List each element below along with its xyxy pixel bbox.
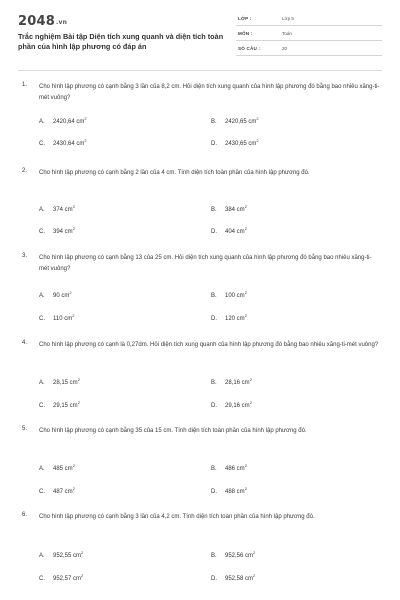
option-label: D. xyxy=(211,316,217,322)
option-value: 384 cm xyxy=(225,207,245,213)
question-number: 4. xyxy=(22,340,28,346)
question-text: Cho hình lập phương có cạnh bằng 2 lần của 4 cm. Tính diện tích toàn phần của hình lập phương đó. xyxy=(39,170,310,176)
option-a[interactable] xyxy=(39,204,75,213)
document-title: Trắc nghiệm Bài tập Diện tích xung quanh và diện tích toàn phần của hình lập phương có đáp án xyxy=(18,32,224,51)
site-logo[interactable] xyxy=(18,14,67,29)
option-label: C. xyxy=(39,576,45,582)
unit-superscript: 2 xyxy=(77,400,80,405)
option-label: C. xyxy=(39,229,45,235)
logo-text: 2048 xyxy=(18,14,55,29)
unit-superscript: 2 xyxy=(244,290,247,295)
option-value: 110 cm xyxy=(53,316,73,322)
meta-value: Lớp 5 xyxy=(282,16,294,21)
meta-key: MÔN : xyxy=(238,31,253,36)
option-c[interactable] xyxy=(39,313,74,322)
unit-superscript: 2 xyxy=(72,463,75,468)
option-d[interactable] xyxy=(211,573,255,582)
unit-superscript: 2 xyxy=(81,550,84,555)
option-c[interactable] xyxy=(39,573,83,582)
unit-superscript: 2 xyxy=(249,400,252,405)
option-value: 120 cm xyxy=(225,316,245,322)
option-value: 374 cm xyxy=(53,207,73,213)
option-a[interactable] xyxy=(39,290,72,299)
option-label: D. xyxy=(211,489,217,495)
option-value: 952,56 cm xyxy=(225,553,254,559)
meta-row-question-count xyxy=(236,44,382,56)
option-value: 394 cm xyxy=(53,229,73,235)
unit-superscript: 2 xyxy=(244,226,247,231)
option-label: B. xyxy=(211,293,217,299)
option-b[interactable] xyxy=(211,463,247,472)
question-6 xyxy=(18,512,382,588)
option-label: D. xyxy=(211,576,217,582)
option-value: 90 cm xyxy=(53,293,70,299)
option-c[interactable] xyxy=(39,138,87,147)
option-label: A. xyxy=(39,553,45,559)
option-b[interactable] xyxy=(211,116,259,125)
meta-key: LỚP : xyxy=(238,16,252,21)
option-value: 488 cm xyxy=(225,489,245,495)
question-4 xyxy=(18,340,382,410)
option-label: A. xyxy=(39,207,45,213)
option-a[interactable] xyxy=(39,463,75,472)
option-label: A. xyxy=(39,466,45,472)
option-a[interactable] xyxy=(39,550,83,559)
option-d[interactable] xyxy=(211,486,247,495)
question-3 xyxy=(18,253,382,323)
unit-superscript: 2 xyxy=(253,550,256,555)
option-value: 2430,64 cm xyxy=(53,141,85,147)
unit-superscript: 2 xyxy=(244,463,247,468)
question-5 xyxy=(18,426,382,496)
unit-superscript: 2 xyxy=(244,313,247,318)
option-d[interactable] xyxy=(211,400,252,409)
option-d[interactable] xyxy=(211,313,247,322)
unit-superscript: 2 xyxy=(249,377,252,382)
logo-suffix: .vn xyxy=(55,19,68,26)
option-value: 952,57 cm xyxy=(53,576,82,582)
question-text: Cho hình lập phương có cạnh bằng 35 của 15 cm. Tính diện tích toàn phần của hình lập phương đó. xyxy=(39,428,307,434)
option-label: C. xyxy=(39,489,45,495)
unit-superscript: 2 xyxy=(256,138,259,143)
option-label: B. xyxy=(211,553,217,559)
option-c[interactable] xyxy=(39,400,80,409)
question-text: Cho hình lập phương có cạnh bằng 13 của 25 cm. Hỏi diện tích xung quanh của hình lập phương đó bằng bao nhiêu xăng-ti-mét vuông? xyxy=(39,255,372,272)
option-b[interactable] xyxy=(211,550,255,559)
unit-superscript: 2 xyxy=(81,573,84,578)
unit-superscript: 2 xyxy=(244,486,247,491)
option-value: 485 cm xyxy=(53,466,73,472)
option-value: 486 cm xyxy=(225,466,245,472)
option-label: B. xyxy=(211,207,217,213)
option-label: B. xyxy=(211,380,217,386)
question-number: 6. xyxy=(22,512,28,518)
unit-superscript: 2 xyxy=(244,204,247,209)
option-value: 404 cm xyxy=(225,229,245,235)
option-b[interactable] xyxy=(211,290,247,299)
option-label: C. xyxy=(39,403,45,409)
question-text: Cho hình lập phương có cạnh là 0,27dm. Hỏi diện tích xung quanh của hình lập phương đó bằng bao nhiêu xăng-ti-mét vuông? xyxy=(39,342,379,348)
option-label: B. xyxy=(211,119,217,125)
option-b[interactable] xyxy=(211,377,252,386)
question-text: Cho hình lập phương có cạnh bằng 3 lần của 8,2 cm. Hỏi diện tích xung quanh của hình lập phương đó bằng bao nhiêu xăng-ti-mét vuông? xyxy=(39,84,380,101)
option-label: C. xyxy=(39,316,45,322)
unit-superscript: 2 xyxy=(256,116,259,121)
option-c[interactable] xyxy=(39,226,75,235)
unit-superscript: 2 xyxy=(72,204,75,209)
option-value: 100 cm xyxy=(225,293,245,299)
question-1 xyxy=(18,82,382,152)
question-2 xyxy=(18,168,382,238)
option-value: 952,58 cm xyxy=(225,576,254,582)
option-label: D. xyxy=(211,141,217,147)
question-number: 3. xyxy=(22,253,28,259)
unit-superscript: 2 xyxy=(72,226,75,231)
meta-value: Toán xyxy=(282,31,292,36)
option-label: C. xyxy=(39,141,45,147)
unit-superscript: 2 xyxy=(84,138,87,143)
meta-value: 20 xyxy=(282,46,288,51)
option-d[interactable] xyxy=(211,138,259,147)
option-label: A. xyxy=(39,119,45,125)
option-value: 487 cm xyxy=(53,489,73,495)
option-value: 28,15 cm xyxy=(53,380,78,386)
option-value: 29,16 cm xyxy=(225,403,250,409)
option-c[interactable] xyxy=(39,486,75,495)
header-divider xyxy=(18,70,382,71)
option-value: 2430,65 cm xyxy=(225,141,257,147)
option-label: D. xyxy=(211,229,217,235)
option-label: A. xyxy=(39,380,45,386)
meta-row-subject xyxy=(236,29,382,41)
meta-key: SỐ CÂU : xyxy=(238,46,261,51)
option-a[interactable] xyxy=(39,377,80,386)
option-value: 952,55 cm xyxy=(53,553,82,559)
option-d[interactable] xyxy=(211,226,247,235)
option-a[interactable] xyxy=(39,116,87,125)
option-value: 2420,65 cm xyxy=(225,119,257,125)
question-number: 1. xyxy=(22,82,28,88)
option-value: 29,15 cm xyxy=(53,403,78,409)
unit-superscript: 2 xyxy=(77,377,80,382)
option-label: D. xyxy=(211,403,217,409)
option-label: B. xyxy=(211,466,217,472)
unit-superscript: 2 xyxy=(69,290,72,295)
unit-superscript: 2 xyxy=(253,573,256,578)
option-value: 28,16 cm xyxy=(225,380,250,386)
unit-superscript: 2 xyxy=(72,486,75,491)
option-b[interactable] xyxy=(211,204,247,213)
question-number: 5. xyxy=(22,426,28,432)
unit-superscript: 2 xyxy=(84,116,87,121)
question-text: Cho hình lập phương có cạnh bằng 3 lần của 4,2 cm. Tính diện tích toàn phần của hình lập phương đó. xyxy=(39,514,315,520)
unit-superscript: 2 xyxy=(72,313,75,318)
option-label: A. xyxy=(39,293,45,299)
option-value: 2420,64 cm xyxy=(53,119,85,125)
meta-row-grade xyxy=(236,14,382,26)
question-number: 2. xyxy=(22,168,28,174)
